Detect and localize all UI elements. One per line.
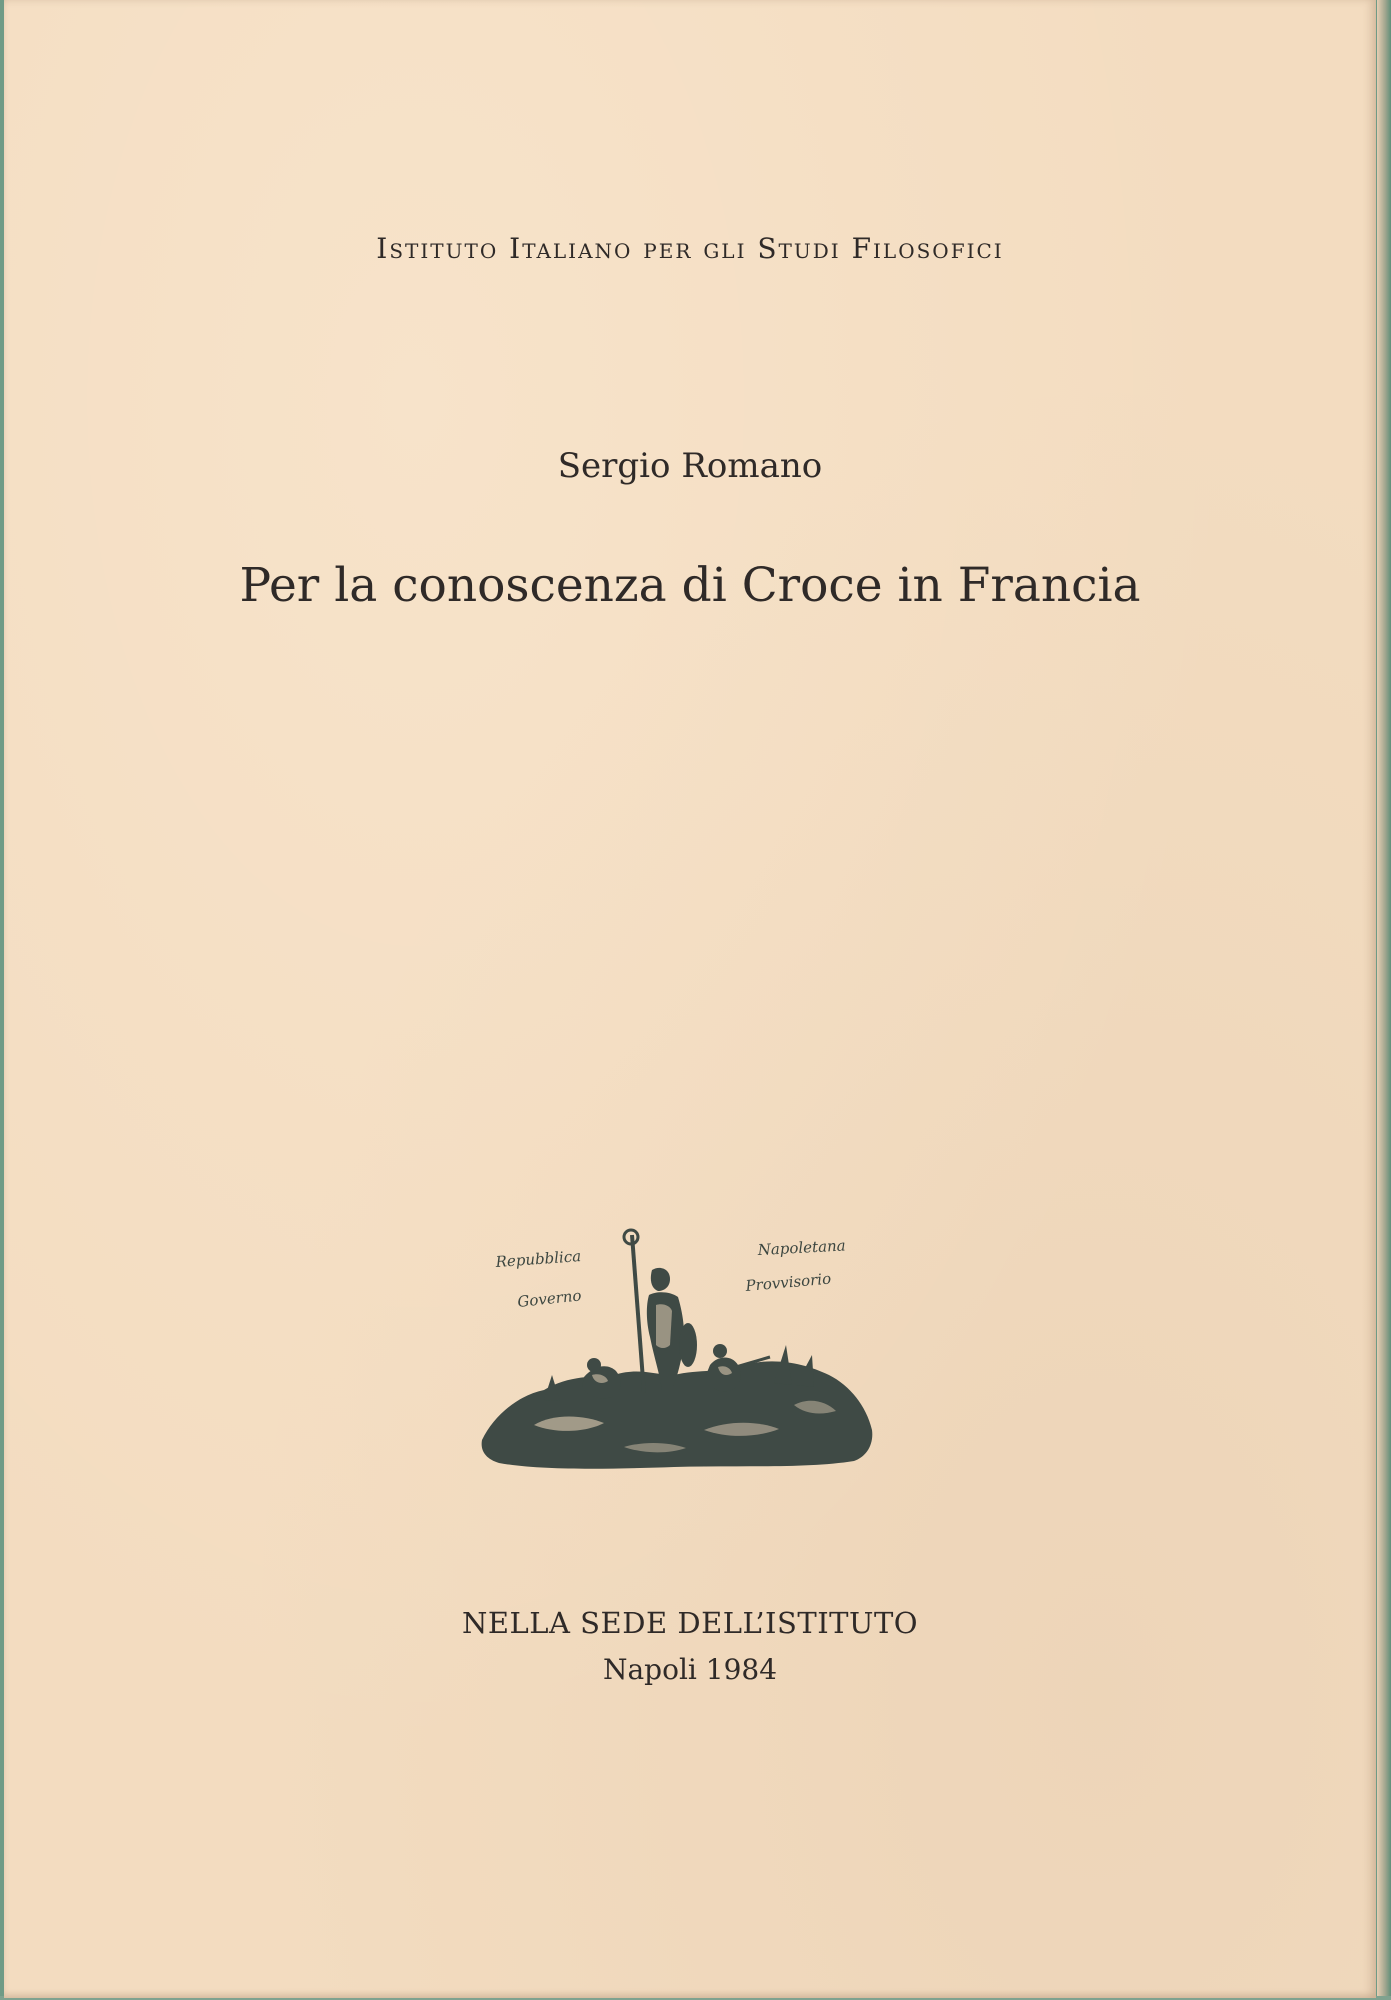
emblem-word-right-bottom: Provvisorio [744,1269,832,1295]
author-name: Sergio Romano [557,446,823,486]
publisher-line: NELLA SEDE DELL’ISTITUTO [461,1606,919,1640]
institute-name: Istituto Italiano per gli Studi Filosofici [376,232,1004,265]
emblem-word-left-top: Repubblica [495,1247,582,1271]
emblem-word-left-bottom: Governo [516,1286,583,1311]
book-title: Per la conoscenza di Croce in Francia [239,558,1141,613]
book-cover [4,0,1376,1998]
emblem-word-right-top: Napoletana [757,1236,847,1259]
place-year: Napoli 1984 [602,1653,778,1686]
book-edge [1377,0,1391,2000]
emblem-engraving [474,1225,874,1475]
